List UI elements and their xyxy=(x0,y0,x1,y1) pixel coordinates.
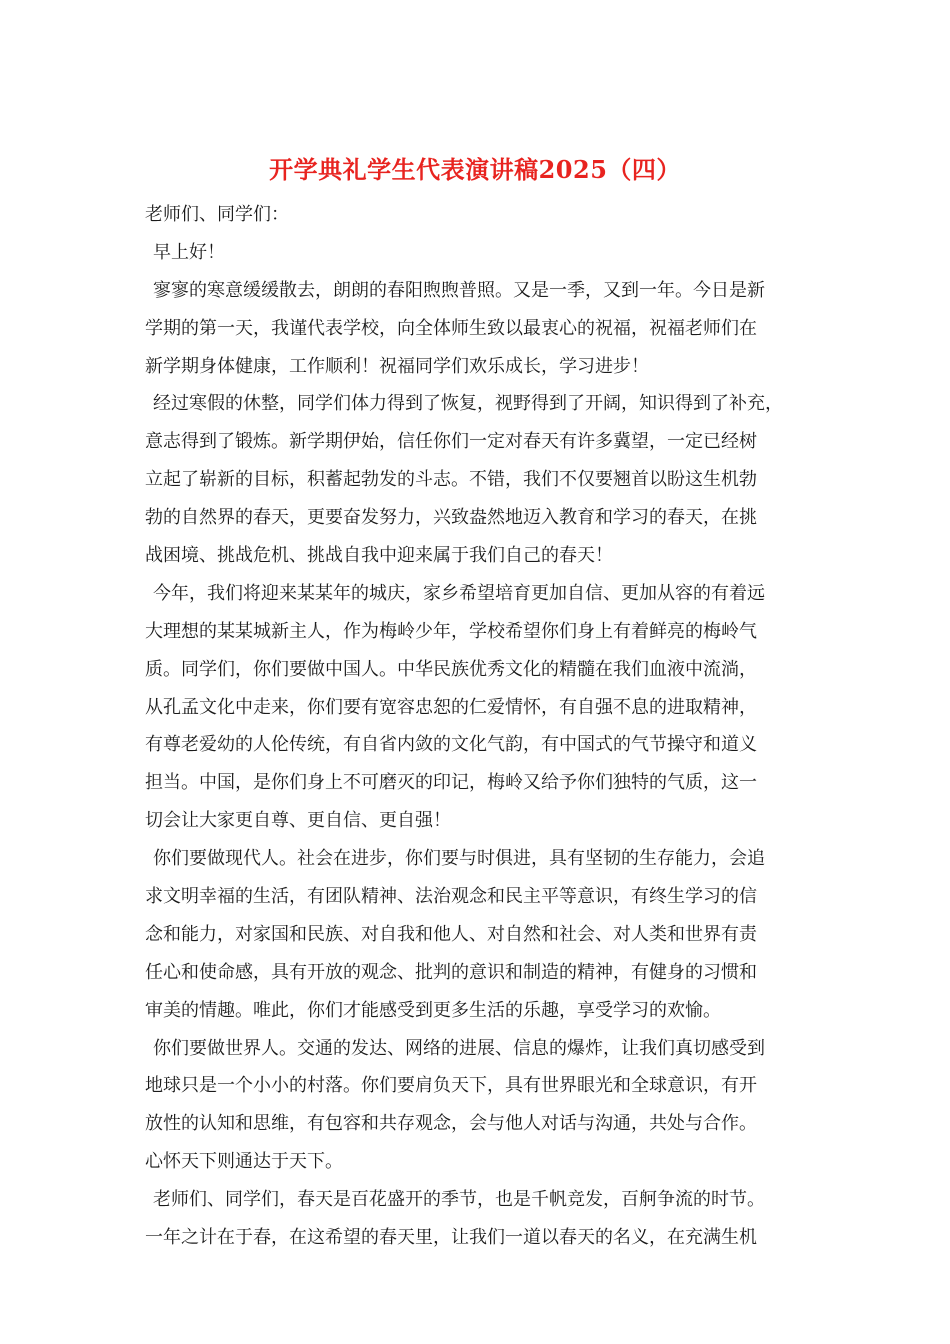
text-line: 心怀天下则通达于天下。 xyxy=(145,1151,343,1173)
text-line: 大理想的某某城新主人，作为梅岭少年，学校希望你们身上有着鲜亮的梅岭气 xyxy=(145,620,757,642)
text-line: 老师们、同学们，春天是百花盛开的季节，也是千帆竞发，百舸争流的时节。 xyxy=(153,1189,765,1211)
text-line: 从孔孟文化中走来，你们要有宽容忠恕的仁爱情怀，有自强不息的进取精神， xyxy=(145,696,757,718)
text-line: 老师们、同学们： xyxy=(145,204,289,225)
text-line: 你们要做世界人。交通的发达、网络的进展、信息的爆炸，让我们真切感受到 xyxy=(153,1037,765,1059)
text-line: 战困境、挑战危机、挑战自我中迎来属于我们自己的春天！ xyxy=(145,545,613,567)
text-line: 新学期身体健康，工作顺利！祝福同学们欢乐成长，学习进步！ xyxy=(145,355,649,377)
text-line: 一年之计在于春，在这希望的春天里，让我们一道以春天的名义，在充满生机 xyxy=(145,1227,757,1249)
text-line: 审美的情趣。唯此，你们才能感受到更多生活的乐趣，享受学习的欢愉。 xyxy=(145,999,721,1021)
text-line: 勃的自然界的春天，更要奋发努力，兴致盎然地迈入教育和学习的春天，在挑 xyxy=(145,507,757,529)
document-title: 开学典礼学生代表演讲稿2025（四） xyxy=(269,155,681,184)
text-line: 你们要做现代人。社会在进步，你们要与时俱进，具有坚韧的生存能力，会追 xyxy=(153,848,765,870)
text-line: 任心和使命感，具有开放的观念、批判的意识和制造的精神，有健身的习惯和 xyxy=(145,961,757,983)
text-line: 切会让大家更自尊、更自信、更自强！ xyxy=(145,810,451,832)
document-body xyxy=(145,196,825,1257)
text-line: 担当。中国，是你们身上不可磨灭的印记，梅岭又给予你们独特的气质，这一 xyxy=(145,772,757,794)
text-line: 放性的认知和思维，有包容和共存观念，会与他人对话与沟通，共处与合作。 xyxy=(145,1113,757,1135)
text-line: 经过寒假的休整，同学们体力得到了恢复，视野得到了开阔，知识得到了补充， xyxy=(153,393,783,415)
text-line: 学期的第一天，我谨代表学校，向全体师生致以最衷心的祝福，祝福老师们在 xyxy=(145,317,757,339)
text-line: 念和能力，对家国和民族、对自我和他人、对自然和社会、对人类和世界有责 xyxy=(145,923,757,945)
text-line: 寥寥的寒意缓缓散去，朗朗的春阳煦煦普照。又是一季，又到一年。今日是新 xyxy=(153,279,765,301)
text-line: 地球只是一个小小的村落。你们要肩负天下，具有世界眼光和全球意识，有开 xyxy=(145,1075,757,1097)
text-line: 意志得到了锻炼。新学期伊始，信任你们一定对春天有许多冀望，一定已经树 xyxy=(145,431,757,453)
text-line: 求文明幸福的生活，有团队精神、法治观念和民主平等意识，有终生学习的信 xyxy=(145,886,757,908)
text-line: 质。同学们，你们要做中国人。中华民族优秀文化的精髓在我们血液中流淌， xyxy=(145,658,757,680)
text-line: 立起了崭新的目标，积蓄起勃发的斗志。不错，我们不仅要翘首以盼这生机勃 xyxy=(145,469,757,491)
text-line: 早上好！ xyxy=(153,241,225,263)
text-line: 有尊老爱幼的人伦传统，有自省内敛的文化气韵，有中国式的气节操守和道义 xyxy=(145,734,757,756)
text-line: 今年，我们将迎来某某年的城庆，家乡希望培育更加自信、更加从容的有着远 xyxy=(153,582,765,604)
